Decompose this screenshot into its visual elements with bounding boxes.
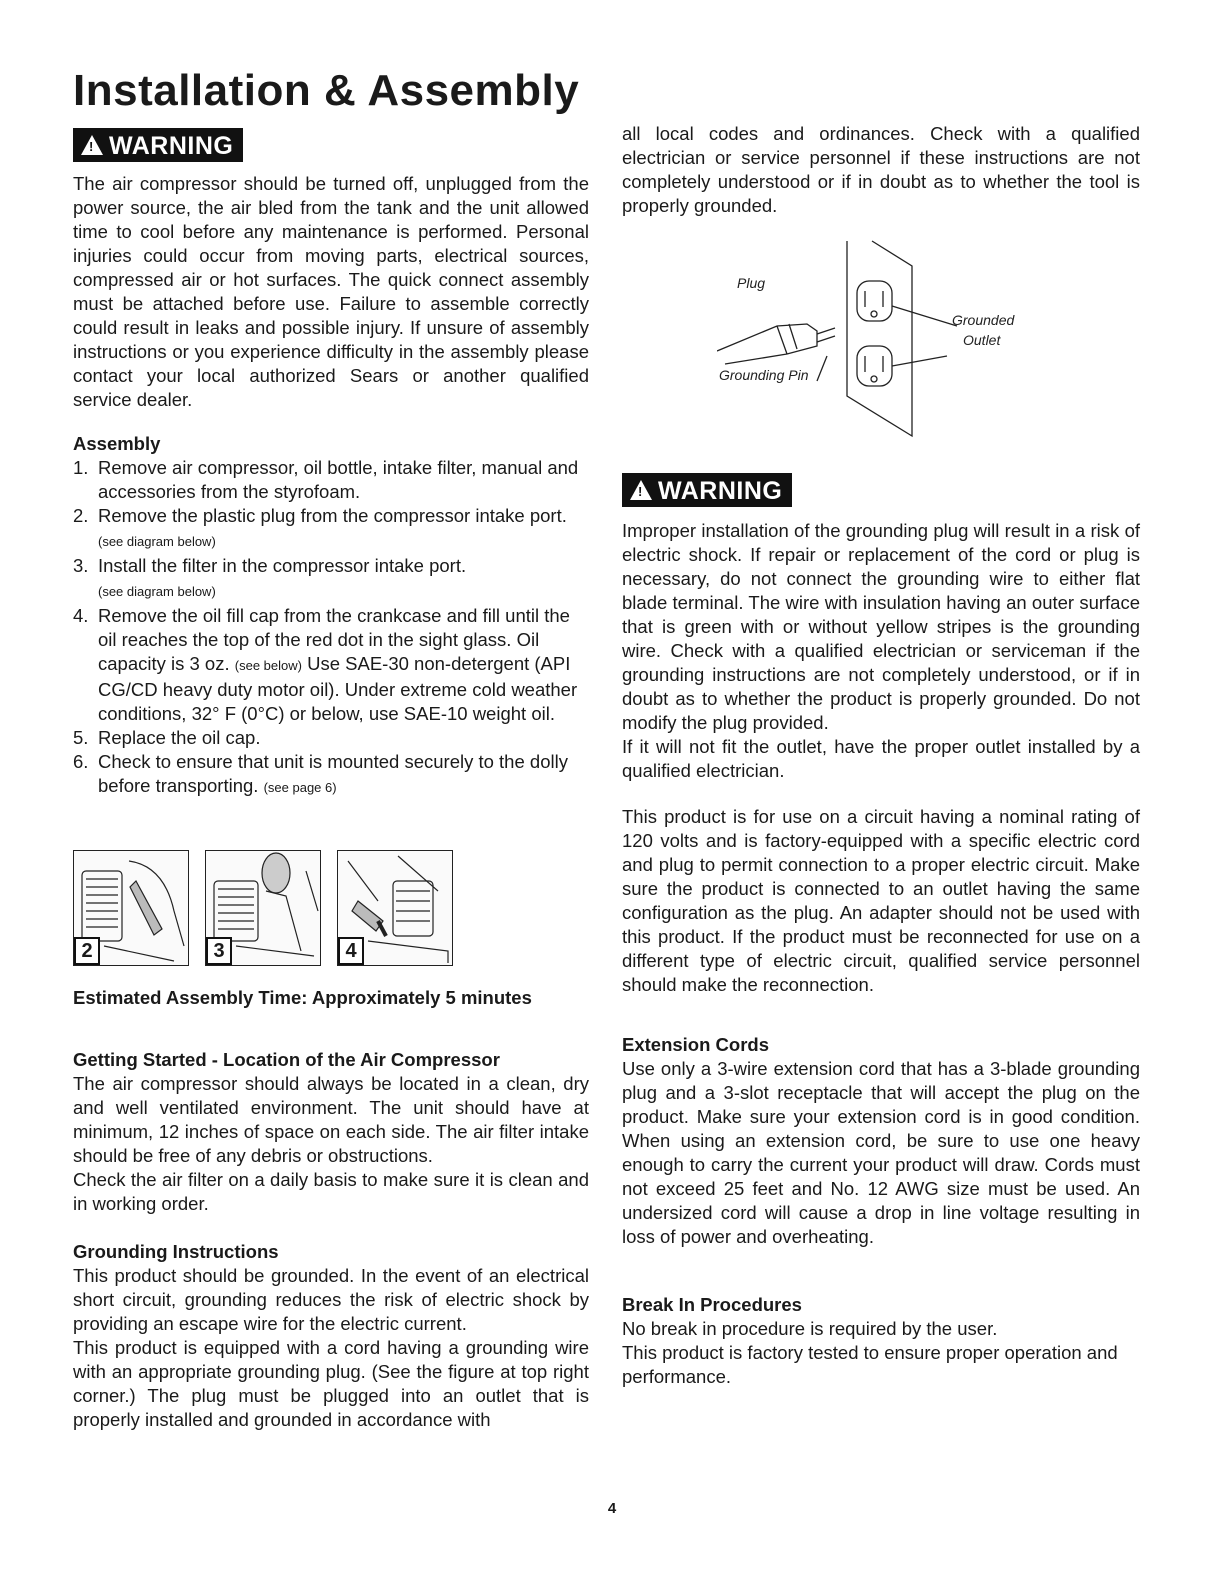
figure-number: 4	[338, 937, 364, 965]
plug-outlet-figure	[717, 236, 1137, 451]
assembly-steps	[73, 456, 589, 800]
left-column	[73, 128, 589, 1432]
warning-triangle-icon	[630, 480, 652, 500]
break-in-text-2: This product is factory tested to ensure proper operation and performance.	[622, 1342, 1118, 1387]
assembly-time: Estimated Assembly Time: Approximately 5 minutes	[73, 987, 532, 1008]
break-in-text: No break in procedure is required by the user.	[622, 1318, 998, 1339]
extension-text: Use only a 3-wire extension cord that has a 3-blade grounding plug and a 3-slot receptacle that will accept the plug on the product. Make sure your extension cord is in good condition. When using an extension cord, be sure to use one heavy enough to carry the current your product will draw. Cords must not exceed 25 feet and No. 12 AWG size must be used. An undersized cord will cause a drop in line voltage resulting in loss of power and overheating.	[622, 1058, 1140, 1247]
grounding-heading: Grounding Instructions	[73, 1241, 279, 1262]
compressor-photo-2	[73, 850, 189, 966]
list-item: 1. Remove air compressor, oil bottle, intake filter, manual and accessories from the styrofoam.	[73, 457, 579, 502]
outlet-label: Outlet	[963, 332, 1001, 348]
list-item: 6. Check to ensure that unit is mounted securely to the dolly before transporting. (see page 6)	[73, 751, 568, 796]
figure-number: 3	[206, 937, 232, 965]
page-number: 4	[607, 1500, 617, 1517]
page-title: Installation & Assembly	[73, 66, 580, 115]
extension-heading: Extension Cords	[622, 1034, 769, 1055]
grounding-text-2: This product is equipped with a cord having a grounding wire with an appropriate grounding plug. (See the figure at top right corner.) The plug must be plugged into an outlet that is properly installed and grounded in accordance with	[73, 1337, 589, 1430]
plug-label: Plug	[737, 275, 766, 291]
figure-number: 2	[74, 937, 100, 965]
grounding-text: This product should be grounded. In the event of an electrical short circuit, grounding reduces the risk of electric shock by providing an escape wire for the electric current.	[73, 1265, 589, 1334]
warning-text: The air compressor should be turned off, unplugged from the power source, the air bled from the tank and the unit allowed time to cool before any maintenance is performed. Personal injuries could occur from moving parts, electrical sources, compressed air or hot surfaces. The quick connect assembly must be attached before use. Failure to assemble correctly could result in leaks and possible injury. If unsure of assembly instructions or you experience difficulty in the assembly please contact your local authorized Sears or another qualified service dealer.	[73, 173, 589, 410]
warning2-text-2: If it will not fit the outlet, have the proper outlet installed by a qualified electrician.	[622, 736, 1140, 781]
assembly-heading: Assembly	[73, 433, 161, 454]
break-in-heading: Break In Procedures	[622, 1294, 802, 1315]
compressor-photo-3	[205, 850, 321, 966]
warning2-text: Improper installation of the grounding plug will result in a risk of electric shock. If repair or replacement of the cord or plug is necessary, do not connect the grounding wire to either flat blade terminal. The wire with insulation having an outer surface that is green with or without yellow stripes is the grounding wire. Check with a qualified electrician or serviceman if the grounding instructions are not completely understood, or if in doubt as to whether the product is properly grounded. Do not modify the plug provided.	[622, 520, 1140, 733]
plug-outlet-icon	[717, 236, 1137, 451]
warning-triangle-icon	[81, 135, 103, 155]
circuit-text: This product is for use on a circuit having a nominal rating of 120 volts and is factory-equipped with a specific electric cord and plug to permit connection to a proper electric circuit. Make sure the product is connected to an outlet having the same configuration as the plug. An adapter should not be used with this product. If the product must be reconnected for use on a different type of electric circuit, qualified service personnel should make the reconnection.	[622, 806, 1140, 995]
getting-started-text-2: Check the air filter on a daily basis to make sure it is clean and in working order.	[73, 1169, 589, 1214]
assembly-photos	[73, 850, 589, 966]
list-item: 2. Remove the plastic plug from the compressor intake port. (see diagram below)	[73, 505, 567, 549]
warning-label: WARNING	[658, 477, 783, 505]
compressor-photo-4	[337, 850, 453, 966]
list-item: 5. Replace the oil cap.	[73, 727, 261, 748]
warning-banner-2	[622, 473, 792, 507]
warning-banner	[73, 128, 243, 162]
grounded-label: Grounded	[952, 312, 1015, 328]
list-item: 4. Remove the oil fill cap from the crankcase and fill until the oil reaches the top of the red dot in the sight glass. Oil capacity is 3 oz. (see below) Use SAE-30 non-detergent (API CG/CD heavy duty motor oil). Under extreme cold weather conditions, 32° F (0°C) or below, use SAE-10 weight oil.	[73, 605, 578, 724]
getting-started-heading: Getting Started - Location of the Air Compressor	[73, 1049, 500, 1070]
list-item: 3. Install the filter in the compressor intake port. (see diagram below)	[73, 555, 467, 599]
warning-label: WARNING	[109, 132, 234, 160]
getting-started-text: The air compressor should always be located in a clean, dry and well ventilated environment. The unit should have at minimum, 12 inches of space on each side. The air filter intake should be free of any debris or obstructions.	[73, 1073, 589, 1166]
right-column	[622, 122, 1140, 1389]
grounding-pin-label: Grounding Pin	[719, 367, 809, 383]
grounding-text-3: all local codes and ordinances. Check with a qualified electrician or service personnel if these instructions are not completely understood or if in doubt as to whether the tool is properly grounded.	[622, 123, 1140, 216]
